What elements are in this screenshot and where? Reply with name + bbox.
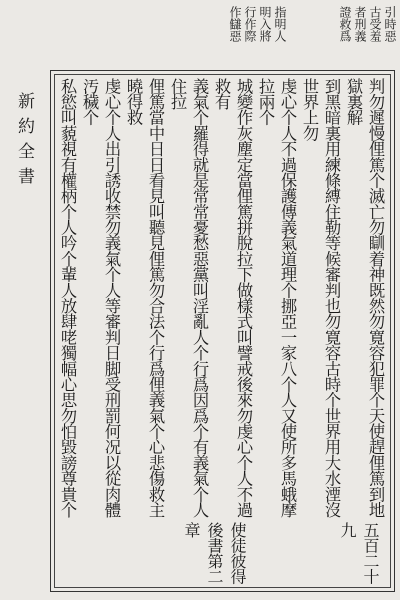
text-line: 判勿遲慢俚篤个滅亡勿瞓着神既然勿寛容犯罪个天使趕俚篤到地獄裏解 — [344, 78, 385, 518]
page-footer — [56, 522, 386, 584]
note-column: 證救爲 — [338, 6, 352, 42]
text-line: 城變作灰塵定當俚篤拼脫拉下做樣式叫譬戒後來勿虔心个人不過救有 — [212, 78, 253, 518]
note-column: 古受羞 — [368, 6, 382, 42]
note-column: 行作際 — [243, 6, 257, 42]
note-column: 者刑義 — [353, 6, 367, 42]
text-line: 到黑暗裏用練條縛住勒等候審判也勿寛容古時个世界用大水湮沒世界上勿 — [300, 78, 341, 518]
note-column: 指明人 — [273, 6, 287, 42]
header-note-left — [228, 6, 286, 62]
book-title: 新約全書 — [14, 92, 34, 192]
note-column: 明入將 — [258, 6, 272, 42]
main-text — [56, 78, 386, 518]
chapter-heading: 使徒彼得後書第二章 — [182, 522, 247, 584]
page-number: 五百二十九 — [338, 522, 380, 584]
note-column: 引時惡 — [383, 6, 397, 42]
text-line: 虔心个人出引誘收禁勿義氣个人等審判日脚受刑罰何况以從肉體汚穢个 — [80, 78, 121, 518]
note-column: 作讎惡 — [228, 6, 242, 42]
text-line: 私慾叫藐視有權柄个人吟个輩人放肆咾獨幅心思勿怕毀謗尊貴个 — [58, 78, 77, 518]
text-line: 虔心个人不過保護傳義氣道理个挪亞一家八个人又使所多馬蛾摩拉兩个 — [256, 78, 297, 518]
text-line: 義氣个羅得就是常常憂愁惡黨叫淫亂人个行爲因爲个有義氣个人住拉 — [168, 78, 209, 518]
header-note-right — [338, 6, 396, 62]
text-line: 俚篤當中日日看見叫聽見俚篤勿合法个行爲俚義氣个心悲傷救主曉得救 — [124, 78, 165, 518]
